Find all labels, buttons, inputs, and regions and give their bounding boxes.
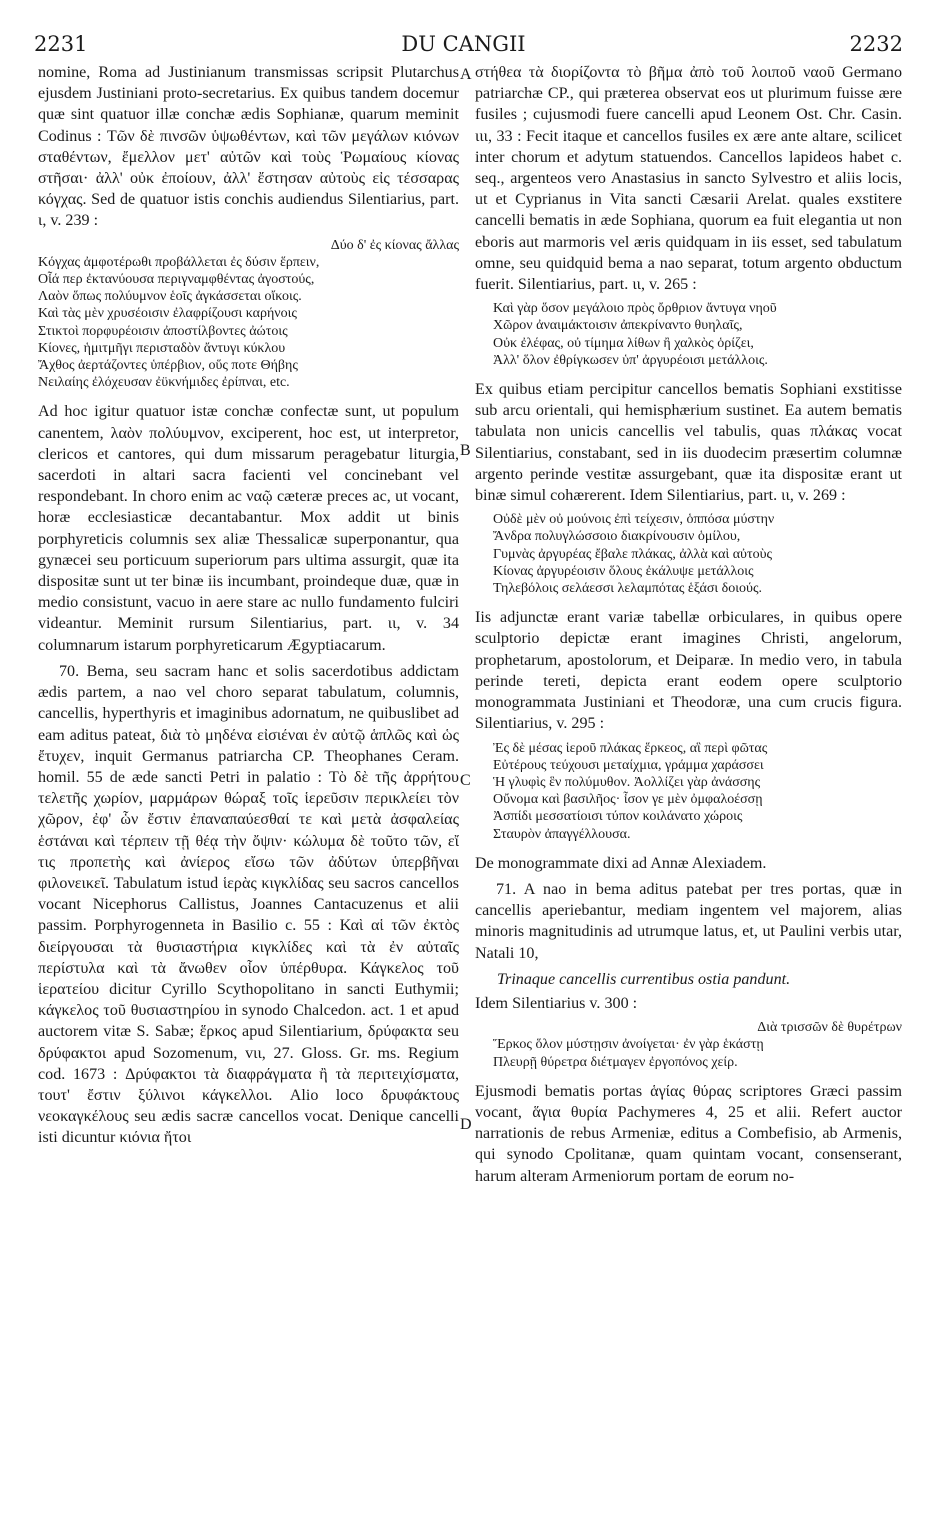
verse-line: Οὐδὲ μὲν οὐ μούνοις ἐπὶ τείχεσιν, ὁππόσα μύστην [493, 512, 775, 528]
running-title: DU CANGII [401, 32, 526, 56]
verse-line: Νειλαίης ἐλόχευσαν ἐϋκνήμιδες ἐρίπναι, etc. [38, 375, 290, 391]
verse-line: Πλευρῇ θύρετρα διέτμαγεν ἐργοπόνος χείρ. [493, 1054, 738, 1070]
right-verse-block-5 [475, 1019, 902, 1071]
page-number-right: 2232 [849, 32, 903, 56]
left-paragraph-2: Ad hoc igitur quatuor istæ conchæ confectæ sunt, ut populum canentem, λαὸν πολύυμνον, exciperent, hoc est, ut interpretor, clericos et cantores, qui dum missarum peragebatur liturgia, sacerdoti in altari sacra facienti vel concinebant vel respondebant. In choro enim ac ναῷ cæteræ preces ac, ut vocant, horæ ecclesiasticæ decantabantur. Mox addit ut binis porphyreticis columnis sex aliæ Thessalicæ superponantur, qua gynæcei seu porticuum superiorum pars ultima assurgit, quæ ita dispositæ sunt ut ter binæ iis incumbant, proindeque duæ, quæ in medio consistunt, vacuo in aere stare ac nullo fundamento fulciri videantur. Meminit rursum Silentiarius, part. ιι, v. 34 columnarum istarum porphyreticarum Ægyptiacarum. [38, 403, 459, 654]
right-paragraph-5: 71. A nao in bema aditus patebat per tres portas, quæ in cancellis aperiebantur, mediam ingentem vel majorem, alias minoris magnitudinis ad utrumque latus, et, ut Paulini verbis utar, Natali 10, [475, 880, 902, 962]
left-column [38, 62, 459, 1154]
left-verse-block [38, 237, 459, 392]
verse-line: Διὰ τρισσῶν δὲ θυρέτρων [757, 1020, 902, 1036]
verse-line: Ἄχθος ἀερτάζοντες ὑπέρβιον, οὕς ποτε Θήβης [38, 358, 298, 374]
verse-line: Δύο δ' ἐς κίονας ἄλλας [330, 237, 459, 253]
right-paragraph-6: Idem Silentiarius v. 300 : [475, 994, 638, 1012]
verse-line: Γυμνὰς ἀργυρέας ἔβαλε πλάκας, ἀλλὰ καὶ αὐτοὺς [493, 546, 773, 562]
right-paragraph-4: De monogrammate dixi ad Annæ Alexiadem. [475, 854, 767, 872]
verse-line: Ἡ γλυφὶς ἓν πολύμυθον. Ἀολλίζει γὰρ ἀνάσσης [493, 774, 761, 790]
verse-line: Κόγχας ἀμφοτέρωθι προβάλλεται ἐς δύσιν ἕρπειν, [38, 254, 320, 270]
verse-line: Εὐτέρους τεύχουσι μεταίχμια, γράμμα χαράσσει [493, 757, 764, 773]
right-verse-block-2 [475, 511, 902, 597]
right-paragraph-2: Ex quibus etiam percipitur cancellos bematis Sophiani exstitisse sub arcu orientali, qui hemisphærium sustinet. Ea autem bematis tabulata non unicis cancellis vel tabulis, quas πλάκας vocat Silentiarius, constabant, sed in iis duodecim præsertim columnæ argento perinde vestitæ assurgebant, quæ ita dispositæ erant ut binæ simul cohærerent. Idem Silentiarius, part. ιι, v. 269 : [475, 381, 902, 505]
right-paragraph-3: Iis adjunctæ erant variæ tabellæ orbiculares, in quibus opere sculptorio depictæ erant imagines Christi, angelorum, prophetarum, apostolorum, et Deiparæ. In medio vero, in tabula perinde tereti, depicta erant eodem opere sculptorio monogrammata Justiniani et Theodoræ, una cum crucis figura. Silentiarius, v. 295 : [475, 609, 902, 733]
verse-line: Σταυρὸν ἀπαγγέλλουσα. [493, 826, 631, 842]
margin-letter-c: C [460, 772, 471, 789]
margin-letter-a: A [460, 66, 472, 83]
left-paragraph-1: nomine, Roma ad Justinianum transmissas scripsit Plutarchus ejusdem Justiniani proto-secretarius. Ex quibus tandem docemur quæ sint quatuor illæ conchæ ædis Sophianæ, quarum meminit Codinus : Τῶν δὲ πινσῶν ὑψωθέντων, καὶ τῶν μεγάλων κιόνων σταθέντων, ἔμελλον μετ' αὐτῶν καὶ τοὺς Ῥωμαίους κίονας στῆσαι· ἀλλ' οὐκ ἐποίουν, ἀλλ' ἔστησαν αὐτοὺς εἰς τέσσαρας κόγχας. Sed de quatuor istis conchis audiendus Silentiarius, part. ι, v. 239 : [38, 64, 459, 230]
verse-line: Οἷά περ ἐκτανύουσα περιγναμφθέντας ἀγοστούς, [38, 272, 315, 288]
left-paragraph-3: 70. Bema, seu sacram hanc et solis sacerdotibus addictam ædis partem, a nao vel choro separat tabulatum, columnis, cancellis, hyperthyris et imaginibus adornatum, ne quibuslibet ad eam aditus pateat, διὰ τὸ μηδένα εἰσιέναι ἐν αὐτῷ ἁπλῶς καὶ ὡς ἔτυχεν, inquit Germanus patriarcha CP. Theophanes Ceram. homil. 55 de æde sancti Petri in palatio : Τὸ δὲ τῆς ἀρρήτου τελετῆς χωρίον, μαρμάρων θώραξ τοῖς ἱερεῦσιν περικλείει τὸν χῶρον, ἐφ' ὧν ἔστιν ἐπαναπαύεσθαί τε καὶ μετὰ ἀσφαλείας ἑστάναι καὶ τέρπειν τῇ θέᾳ τὴν ὄψιν· κώλυμα δὲ τοῦτο τῶν, εἴ τις προπετὴς καὶ ἀνίερος εἴσω τῶν ἀδύτων ὑπερβῆναι φιλονεικεῖ. Tabulatum istud ἱερὰς κιγκλίδας seu sacros cancellos vocant Nicephorus Callistus, Joannes Cantacuzenus et alii passim. Porphyrogenneta in Basilio c. 55 : Καὶ αἱ τῶν ἐκτὸς διείργουσαι τὰ θυσιαστήρια κιγκλίδες καὶ τὰ ἐν αὐταῖς περίστυλα καὶ τὰ ἄνωθεν οἷον ὑπέρθυρα. Κάγκελος τοῦ ἱερατείου dicitur Cyrillo Scythopolitano in sancti Euthymii; κάγκελος τοῦ θυσιαστηρίου in synodo Chalcedon. act. 1 et apud auctorem vitæ S. Sabæ; ἕρκος apud Silentiarium, δρύφακτα seu δρύφακτοι apud Sozomenum, vιι, 27. Gloss. Gr. ms. Regium cod. 1673 : Δρύφακτοι τὰ διαφράγματα ἢ τὰ περιτειχίσματα, τουτ' ἔστιν ξύλινοι κάγκελλοι. Alio loco δρυφάκτους νεοκαγκέλους seu ædis sacræ cancellos vocat. Denique cancelli isti dicuntur κιόνια ἤτοι [38, 662, 459, 1147]
verse-line: Οὔνομα καὶ βασιλῆος· ἶσον γε μὲν ὀμφαλοέσσῃ [493, 792, 763, 808]
verse-line: Ἀλλ' ὅλον ἐθρίγκωσεν ὑπ' ἀργυρέοισι μετάλλοις. [493, 352, 768, 368]
margin-letter-d: D [460, 1116, 472, 1133]
verse-line: Κίονας ἀργυρέοισιν ὅλους ἐκάλυψε μετάλλοις [493, 563, 754, 579]
verse-line: Κίονες, ἡμιτμῆγι περισταδὸν ἄντυγι κύκλου [38, 340, 286, 356]
right-paragraph-1: στήθεα τὰ διορίζοντα τὸ βῆμα ἀπὸ τοῦ λοιποῦ ναοῦ Germano patriarchæ CP., qui præterea observat eos ut plurimum fuisse ære fusiles ; cujusmodi fuere cancelli apud Leonem Ost. Chr. Casin. ιιι, 33 : Fecit itaque et cancellos fusiles ex ære ante altare, scilicet inter chorum et adytum statuendos. Cancellos lapideos habet c. seq., argenteos vero Anastasius in sancto Sylvestro et aliis locis, ut et Cyprianus in Vita sancti Cæsarii Arelat. quales exstitere cancelli bematis in æde Sophiana, quorum ea fuit elegantia ut non eboris aut marmoris vel æris quidquam in iis esset, sed tabulatum omne, seu quidquid bema a nao separat, totum argento obductum fuerit. Silentiarius, part. ιι, v. 265 : [475, 64, 902, 294]
verse-line: Χῶρον ἀναιμάκτοισιν ἀπεκρίναντο θυηλαῖς, [493, 318, 743, 334]
verse-line: Λαὸν ὅπως πολύυμνον ἑοῖς ἀγκάσσεται οἴκοις. [38, 289, 302, 305]
verse-line: Οὐκ ἐλέφας, οὐ τίμημα λίθων ἢ χαλκὸς ὁρίζει, [493, 335, 754, 351]
verse-line: Στικτοὶ πορφυρέοισιν ἀποστίλβοντες ἀώτοις [38, 323, 288, 339]
page-number-left: 2231 [34, 32, 88, 56]
right-paragraph-7: Ejusmodi bematis portas ἁγίας θύρας scriptores Græci passim vocant, ἅγια θυρία Pachymeres 4, 25 et alii. Refert auctor narrationis de rebus Armeniæ, editus a Combefisio, ab Armenis, qui synodo Cpolitanæ, quam quintam vocant, consenserant, harum alteram Armeniorum portam de eorum no- [475, 1082, 902, 1185]
right-verse-block-1 [475, 300, 902, 369]
right-verse-line-single: Trinaque cancellis currentibus ostia pandunt. [497, 970, 791, 988]
margin-letter-b: B [460, 442, 471, 459]
verse-line: Καὶ γὰρ ὅσον μεγάλοιο πρὸς ὄρθριον ἄντυγα νηοῦ [493, 301, 777, 317]
right-verse-block-3 [475, 740, 902, 843]
verse-line: Τηλεβόλοις σελάεσσι λελαμπότας ἑξάσι δοιούς. [493, 581, 762, 597]
right-column [475, 62, 902, 1192]
verse-line: Ἀσπίδι μεσσατίοισι τύπον κοιλάνατο χώροις [493, 809, 743, 825]
verse-line: Ἐς δὲ μέσας ἱεροῦ πλάκας ἕρκεος, αἳ περὶ φῶτας [493, 740, 768, 756]
verse-line: Ἕρκος ὅλον μύστῃσιν ἀνοίγεται· ἐν γὰρ ἑκάστῃ [493, 1037, 764, 1053]
verse-line: Ἄνδρα πολυγλώσσοιο διακρίνουσιν ὁμίλου, [493, 529, 741, 545]
verse-line: Καὶ τὰς μὲν χρυσέοισιν ἐλαφρίζουσι καρήνοις [38, 306, 297, 322]
